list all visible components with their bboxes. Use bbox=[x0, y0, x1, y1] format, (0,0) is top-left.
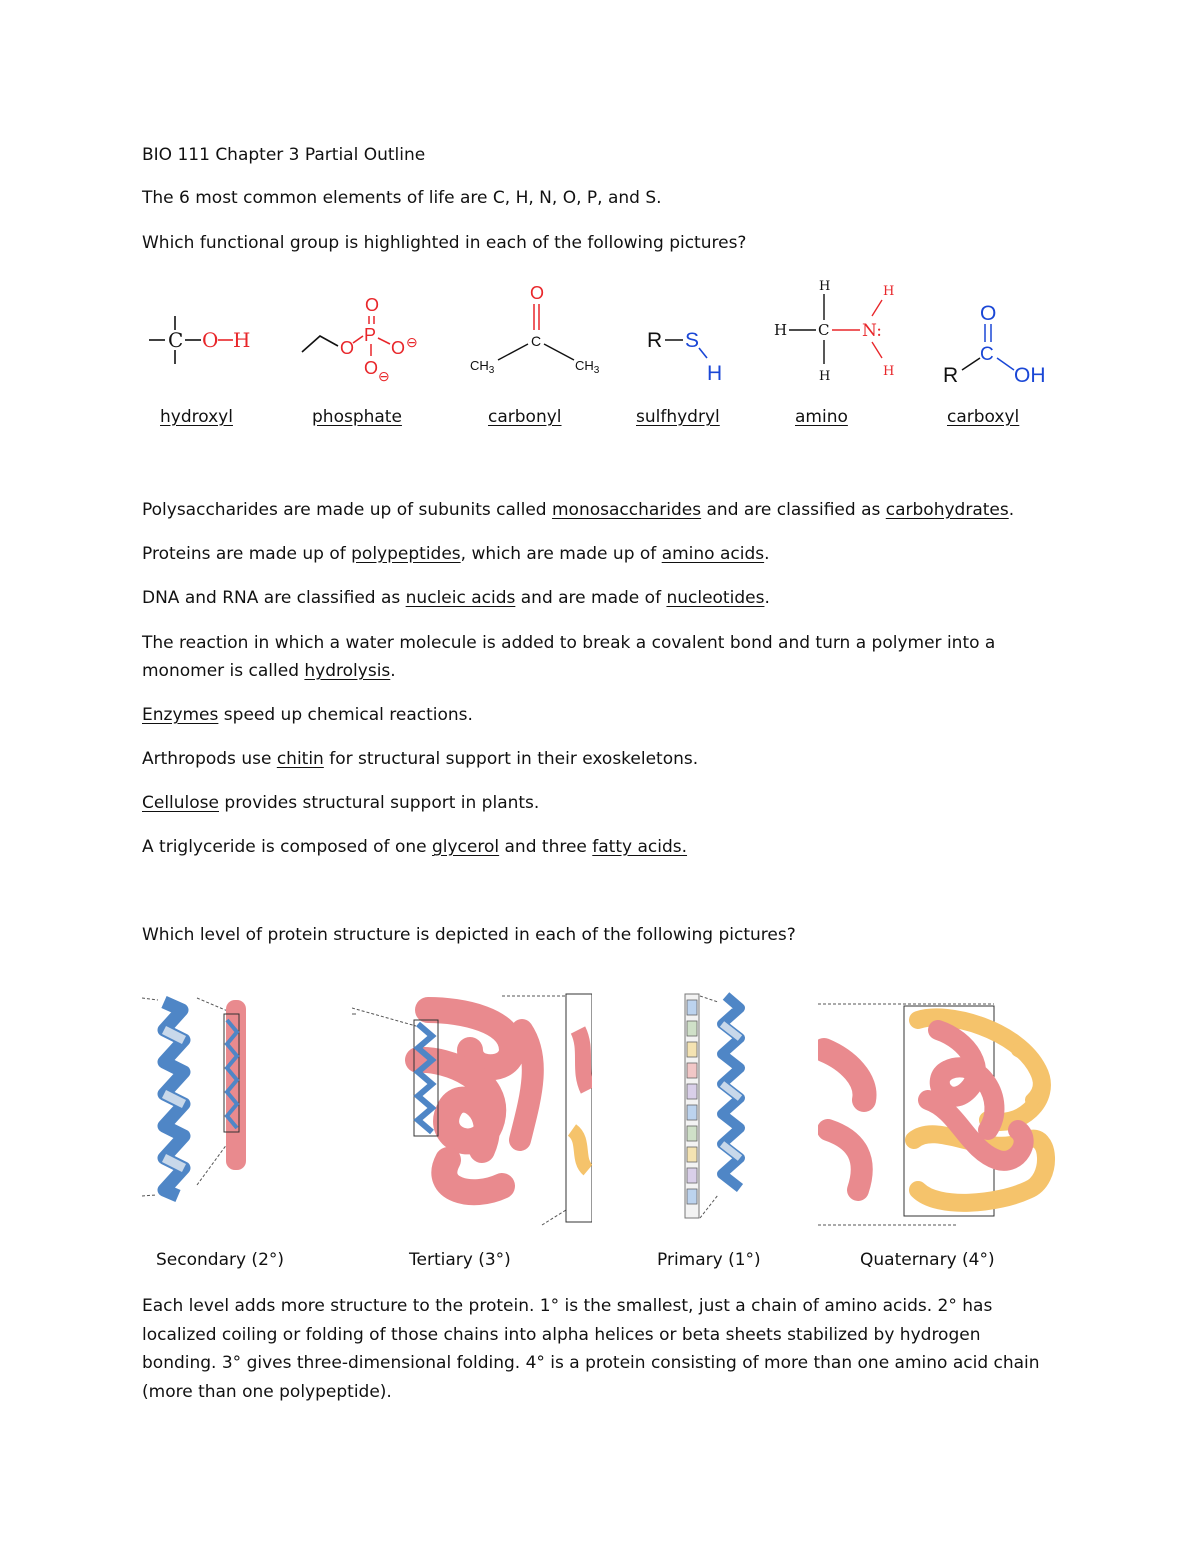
amino-carbon: C bbox=[818, 321, 830, 339]
answer-chitin: chitin bbox=[276, 749, 324, 769]
amino-acid-bead bbox=[687, 1063, 697, 1078]
carbonyl-ch3-right: $CH_3$ bbox=[575, 358, 600, 376]
amino-h-upper-right: H bbox=[883, 284, 895, 299]
primary-structure-image bbox=[680, 990, 746, 1230]
amino-acid-bead bbox=[687, 1168, 697, 1183]
amino-h-bottom: H bbox=[819, 369, 831, 384]
amino-acid-bead bbox=[687, 1000, 697, 1015]
carboxyl-r: R bbox=[943, 364, 959, 387]
quaternary-structure-image bbox=[818, 990, 1060, 1230]
phosphate-minus-bottom: ⊖ bbox=[378, 368, 390, 384]
amino-h-lower-right: H bbox=[883, 364, 895, 379]
sentence-polysaccharides: Polysaccharides are made up of subunits called monosaccharides and are classified as carbohydrates. bbox=[142, 500, 1015, 520]
carboxyl-oh: OH bbox=[1014, 364, 1046, 387]
phosphate-p: P bbox=[364, 325, 377, 345]
label-carboxyl: carboxyl bbox=[947, 407, 1020, 427]
answer-nucleic-acids: nucleic acids bbox=[405, 588, 516, 608]
carbonyl-carbon: C bbox=[531, 333, 542, 349]
amino-nitrogen: N: bbox=[862, 321, 882, 341]
sentence-cellulose: Cellulose provides structural support in plants. bbox=[142, 793, 540, 813]
amino-acid-bead bbox=[687, 1189, 697, 1204]
label-quaternary: Quaternary (4°) bbox=[860, 1250, 995, 1270]
sentence-chitin: Arthropods use chitin for structural support in their exoskeletons. bbox=[142, 749, 699, 769]
hydroxyl-oxygen: O bbox=[202, 328, 219, 352]
sulfhydryl-structure bbox=[645, 278, 735, 388]
phosphate-minus-right: ⊖ bbox=[406, 334, 418, 350]
label-secondary: Secondary (2°) bbox=[156, 1250, 285, 1270]
protein-question: Which level of protein structure is depicted in each of the following pictures? bbox=[142, 925, 796, 945]
answer-glycerol: glycerol bbox=[431, 837, 500, 857]
amino-acid-bead bbox=[687, 1105, 697, 1120]
sentence-hydrolysis-line1: The reaction in which a water molecule is added to break a covalent bond and turn a polymer into a bbox=[142, 633, 996, 653]
carboxyl-oxygen: O bbox=[980, 302, 997, 325]
sentence-enzymes: Enzymes speed up chemical reactions. bbox=[142, 705, 473, 725]
sulfhydryl-h: H bbox=[707, 362, 723, 385]
amino-acid-bead bbox=[687, 1147, 697, 1162]
phosphate-o1: O bbox=[340, 338, 355, 358]
carboxyl-structure bbox=[940, 278, 1060, 388]
sentence-triglyceride: A triglyceride is composed of one glycerol and three fatty acids. bbox=[142, 837, 688, 857]
answer-polypeptides: polypeptides bbox=[351, 544, 461, 564]
secondary-structure-image bbox=[142, 990, 254, 1230]
amino-acid-bead bbox=[687, 1084, 697, 1099]
label-hydroxyl: hydroxyl bbox=[160, 407, 233, 427]
sentence-dna-rna: DNA and RNA are classified as nucleic acids and are made of nucleotides. bbox=[142, 588, 770, 608]
answer-monosaccharides: monosaccharides bbox=[551, 500, 702, 520]
protein-summary: Each level adds more structure to the protein. 1° is the smallest, just a chain of amino acids. 2° has localized coiling or folding of those chains into alpha helices or beta sheets stabilized by hydrogen bonding. 3° gives three-dimensional folding. 4° is a protein consisting of more than one amino acid chain (more than one polypeptide). bbox=[142, 1296, 1040, 1402]
label-amino: amino bbox=[795, 407, 848, 427]
answer-amino-acids: amino acids bbox=[661, 544, 765, 564]
carbonyl-ch3-left: $CH_3$ bbox=[470, 358, 495, 376]
phosphate-o-top: O bbox=[365, 295, 380, 315]
answer-hydrolysis: hydrolysis bbox=[304, 661, 391, 681]
label-phosphate: phosphate bbox=[312, 407, 402, 427]
carbonyl-oxygen: O bbox=[530, 283, 545, 303]
amino-acid-bead bbox=[687, 1042, 697, 1057]
answer-carbohydrates: carbohydrates bbox=[885, 500, 1009, 520]
document-title: BIO 111 Chapter 3 Partial Outline bbox=[142, 145, 426, 165]
hydroxyl-carbon: C bbox=[168, 328, 184, 352]
carbonyl-structure bbox=[466, 278, 611, 388]
label-sulfhydryl: sulfhydryl bbox=[636, 407, 720, 427]
sulfhydryl-r: R bbox=[647, 329, 663, 352]
amino-h-top: H bbox=[819, 279, 831, 294]
carboxyl-carbon: C bbox=[980, 344, 994, 365]
functional-group-question: Which functional group is highlighted in each of the following pictures? bbox=[142, 233, 747, 253]
phosphate-o-bottom: O bbox=[364, 358, 379, 378]
phosphate-o-right: O bbox=[391, 338, 406, 358]
answer-enzymes: Enzymes bbox=[142, 705, 219, 725]
amino-acid-bead bbox=[687, 1126, 697, 1141]
phosphate-structure bbox=[298, 278, 433, 388]
answer-cellulose: Cellulose bbox=[142, 793, 219, 813]
label-tertiary: Tertiary (3°) bbox=[409, 1250, 511, 1270]
label-primary: Primary (1°) bbox=[657, 1250, 761, 1270]
answer-fatty-acids: fatty acids. bbox=[592, 837, 688, 857]
elements-sentence: The 6 most common elements of life are C, H, N, O, P, and S. bbox=[142, 188, 662, 208]
amino-acid-bead bbox=[687, 1021, 697, 1036]
hydroxyl-structure bbox=[145, 278, 265, 388]
sentence-proteins: Proteins are made up of polypeptides, which are made up of amino acids. bbox=[142, 544, 770, 564]
sentence-hydrolysis-line2: monomer is called hydrolysis. bbox=[142, 661, 396, 681]
tertiary-structure-image bbox=[352, 990, 592, 1230]
label-carbonyl: carbonyl bbox=[488, 407, 562, 427]
hydroxyl-hydrogen: H bbox=[233, 328, 251, 352]
answer-nucleotides: nucleotides bbox=[666, 588, 765, 608]
sulfhydryl-s: S bbox=[685, 329, 700, 352]
amino-h-left: H bbox=[774, 321, 788, 339]
amino-structure bbox=[772, 278, 912, 388]
